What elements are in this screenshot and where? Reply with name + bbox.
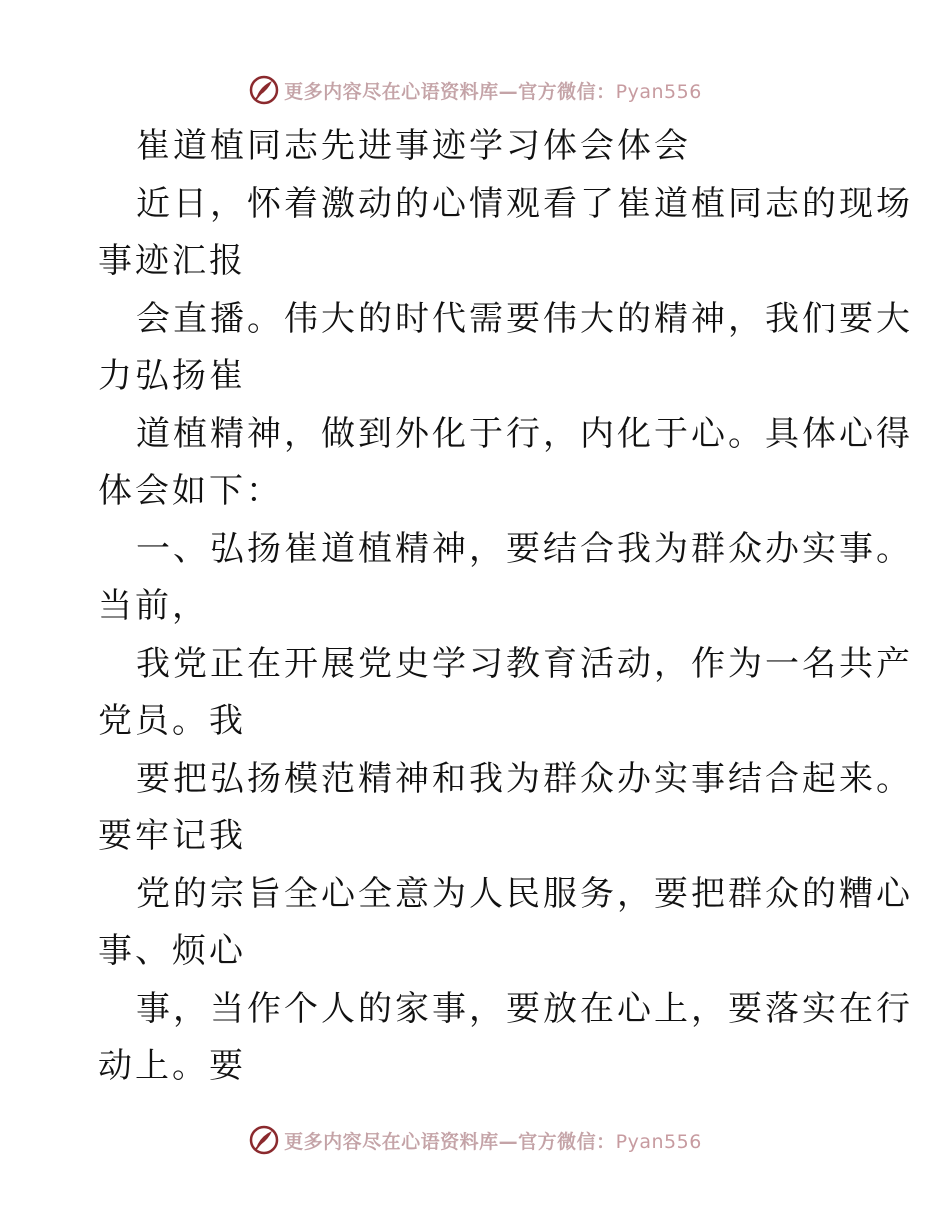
header-watermark-text: 更多内容尽在心语资料库—官方微信：	[284, 80, 616, 103]
quill-logo-icon	[248, 74, 280, 106]
text-line: 事、烦心	[98, 931, 246, 971]
text-line: 近日，怀着激动的心情观看了崔道植同志的现场	[136, 183, 913, 224]
text-line: 道植精神，做到外化于行，内化于心。具体心得	[136, 413, 913, 454]
document-body	[98, 118, 913, 1096]
footer-watermark-text: 更多内容尽在心语资料库—官方微信：	[284, 1130, 616, 1153]
quill-logo-icon	[248, 1124, 280, 1156]
text-line: 事，当作个人的家事，要放在心上，要落实在行	[136, 988, 913, 1029]
text-line: 事迹汇报	[98, 241, 246, 281]
footer-watermark-label	[284, 1127, 702, 1154]
text-line: 要牢记我	[98, 816, 246, 856]
text-line: 会直播。伟大的时代需要伟大的精神，我们要大	[136, 298, 913, 339]
text-line: 党员。我	[98, 701, 246, 741]
text-line: 力弘扬崔	[98, 356, 246, 396]
text-line: 体会如下：	[98, 471, 283, 511]
footer-watermark-id: Pyan556	[615, 1130, 702, 1153]
text-line: 党的宗旨全心全意为人民服务，要把群众的糟心	[136, 873, 913, 914]
header-watermark-id: Pyan556	[615, 80, 702, 103]
text-line: 当前，	[98, 586, 209, 626]
text-line: 要把弘扬模范精神和我为群众办实事结合起来。	[136, 758, 913, 799]
document-title: 崔道植同志先进事迹学习体会体会	[136, 126, 691, 166]
text-line: 动上。要	[98, 1046, 246, 1086]
header-watermark	[0, 70, 950, 110]
text-line: 一、弘扬崔道植精神，要结合我为群众办实事。	[136, 528, 913, 569]
text-line: 我党正在开展党史学习教育活动，作为一名共产	[136, 643, 913, 684]
header-watermark-label	[284, 77, 702, 104]
footer-watermark	[0, 1120, 950, 1160]
